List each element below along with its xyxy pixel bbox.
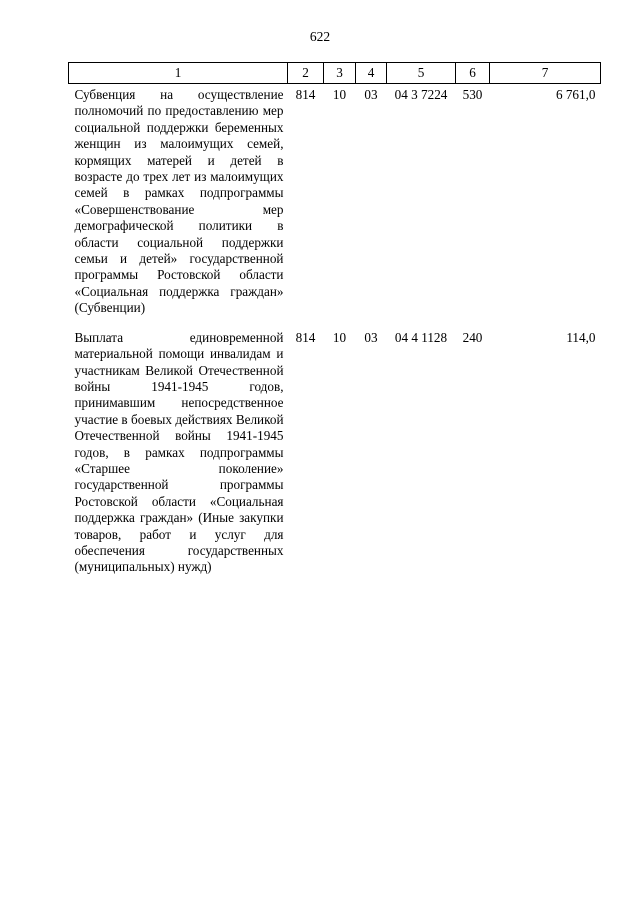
row-expense-type: 240 bbox=[462, 329, 483, 345]
column-header-4: 4 bbox=[356, 63, 387, 84]
column-header-3: 3 bbox=[324, 63, 356, 84]
column-header-2: 2 bbox=[288, 63, 324, 84]
row-ministry-code: 814 bbox=[295, 329, 316, 345]
row-target-article: 04 3 7224 bbox=[394, 87, 448, 102]
row-subsection: 03 bbox=[364, 329, 378, 345]
column-header-7: 7 bbox=[490, 63, 601, 84]
header-row bbox=[69, 63, 601, 84]
table-row bbox=[69, 327, 601, 586]
row-amount: 114,0 bbox=[566, 329, 596, 345]
row-description: Субвенция на осуществление полномочий по предоставлению мер социальной поддержки беременных женщин из малоимущих семей, кормящих матерей и детей в возрасте до трех лет из малоимущих семей в рамках подпрограммы «Совершенствование мер демографической политики в области социальной поддержки семьи и детей» государственной программы Ростовской области «Социальная поддержка граждан» (Субвенции) bbox=[74, 87, 284, 316]
column-header-6: 6 bbox=[456, 63, 490, 84]
column-header-5: 5 bbox=[387, 63, 456, 84]
row-amount: 6 761,0 bbox=[555, 87, 596, 102]
page-number: 622 bbox=[309, 29, 331, 44]
budget-table bbox=[68, 62, 601, 586]
table-header bbox=[69, 63, 601, 84]
row-target-article: 04 4 1128 bbox=[394, 329, 448, 345]
table-body bbox=[69, 84, 601, 586]
row-section: 10 bbox=[332, 87, 347, 102]
row-subsection: 03 bbox=[364, 87, 378, 102]
row-ministry-code: 814 bbox=[295, 87, 316, 102]
column-header-1: 1 bbox=[69, 63, 288, 84]
row-description: Выплата единовременной материальной помощи инвалидам и участникам Великой Отечественной войны 1941-1945 годов, принимавшим непосредственное участие в боевых действиях Великой Отечественной войны 1941-1945 годов, в рамках подпрограммы «Старшее поколение» государственной программы Ростовской области «Социальная поддержка граждан» (Иные закупки товаров, работ и услуг для обеспечения государственных (муниципальных) нужд) bbox=[74, 329, 284, 575]
row-expense-type: 530 bbox=[462, 87, 483, 102]
row-section: 10 bbox=[332, 329, 347, 345]
table-row bbox=[69, 84, 601, 327]
